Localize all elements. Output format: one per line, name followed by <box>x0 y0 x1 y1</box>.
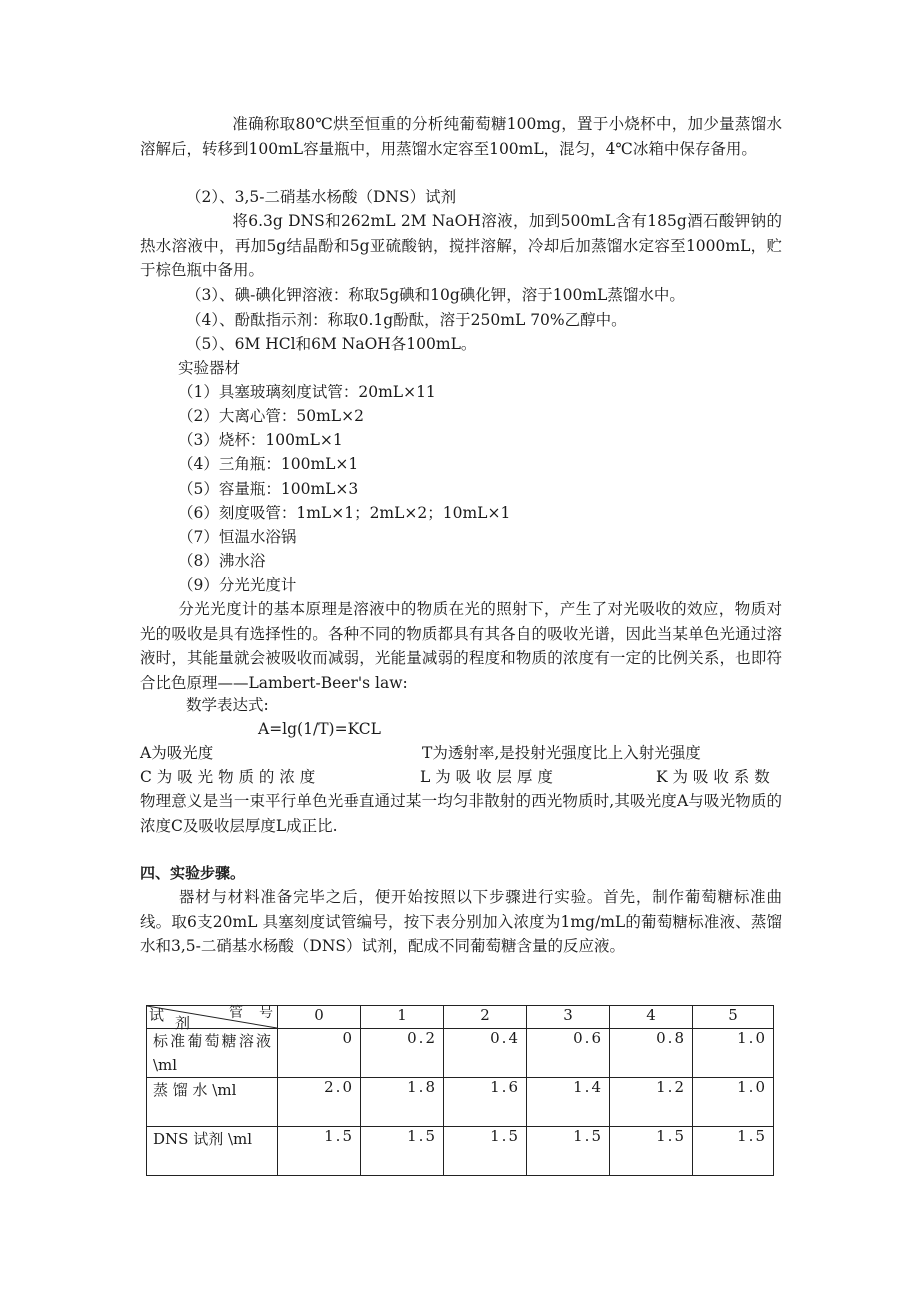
equipment-item: （9）分光光度计 <box>178 576 297 594</box>
paragraph-text: 器材与材料准备完毕之后，便开始按照以下步骤进行实验。首先，制作葡萄糖标准曲线。取6支20mL 具塞刻度试管编号，按下表分别加入浓度为1mg/mL的葡萄糖标准液、蒸馏水和3,5-二硝基水杨酸（DNS）试剂，配成不同葡萄糖含量的反应液。 <box>140 888 782 956</box>
table-cell: 1.8 <box>361 1078 444 1127</box>
header-tube: 管 <box>229 1005 243 1021</box>
equipment-item: （7）恒温水浴锅 <box>178 528 297 546</box>
definition-C: C 为 吸 光 物 质 的 浓 度 <box>140 768 316 786</box>
acid-base-item: （5）、6M HCl和6M NaOH各100mL。 <box>186 335 477 353</box>
dns-reagent-title: （2）、3,5-二硝基水杨酸（DNS）试剂 <box>186 188 457 206</box>
equipment-item: （5）容量瓶：100mL×3 <box>178 480 359 498</box>
diagonal-line <box>147 1006 277 1028</box>
table-cell: 0.2 <box>361 1029 444 1078</box>
glucose-standard-paragraph <box>140 112 782 161</box>
equipment-item: （6）刻度吸管：1mL×1；2mL×2；10mL×1 <box>178 504 511 522</box>
table-cell: 1.5 <box>444 1127 527 1176</box>
table-cell: 0.8 <box>610 1029 693 1078</box>
definition-T: T为透射率,是投射光强度比上入射光强度 <box>422 744 701 762</box>
formula-label: 数学表达式: <box>186 696 269 714</box>
table-cell: 0.6 <box>527 1029 610 1078</box>
reagent-table <box>146 1005 774 1176</box>
equipment-item: （8）沸水浴 <box>178 552 266 570</box>
dns-reagent-paragraph <box>140 209 782 283</box>
spectrophotometer-principle-paragraph <box>140 597 782 695</box>
header-reagent-b: 剂 <box>175 1014 191 1032</box>
table-cell: 1.5 <box>610 1127 693 1176</box>
table-cell: 2.0 <box>278 1078 361 1127</box>
table-cell: 1.4 <box>527 1078 610 1127</box>
equipment-title: 实验器材 <box>178 359 241 377</box>
row-label: 标准葡萄糖溶液\ml <box>147 1029 278 1078</box>
paragraph-text: 准确称取80℃烘至恒重的分析纯葡萄糖100mg，置于小烧杯中，加少量蒸馏水溶解后，转移到100mL容量瓶中，用蒸馏水定容至100mL，混匀，4℃冰箱中保存备用。 <box>140 115 782 158</box>
column-header: 1 <box>361 1006 444 1029</box>
steps-paragraph <box>140 885 782 959</box>
diagonal-header-cell <box>147 1005 278 1032</box>
paragraph-text: 将6.3g DNS和262mL 2M NaOH溶液，加到500mL含有185g酒石酸钾钠的热水溶液中，再加5g结晶酚和5g亚硫酸钠，搅拌溶解，冷却后加蒸馏水定容至1000mL，贮于棕色瓶中备用。 <box>140 212 782 280</box>
table-cell: 1.5 <box>693 1127 774 1176</box>
table-row <box>147 1078 774 1127</box>
equipment-item: （3）烧杯：100mL×1 <box>178 431 343 449</box>
table-cell: 1.5 <box>361 1127 444 1176</box>
table-cell: 1.2 <box>610 1078 693 1127</box>
table-row <box>147 1127 774 1176</box>
beer-lambert-formula: A=lg(1/T)=KCL <box>258 720 381 738</box>
column-header: 2 <box>444 1006 527 1029</box>
equipment-item: （4）三角瓶：100mL×1 <box>178 455 359 473</box>
equipment-item: （1）具塞玻璃刻度试管：20mL×11 <box>178 383 436 401</box>
header-number: 号 <box>259 1005 273 1021</box>
table-cell: 1.6 <box>444 1078 527 1127</box>
column-header: 4 <box>610 1006 693 1029</box>
definition-A: A为吸光度 <box>140 744 214 762</box>
column-header: 0 <box>278 1006 361 1029</box>
table-cell: 0.4 <box>444 1029 527 1078</box>
section-heading-steps: 四、实验步骤。 <box>140 864 246 882</box>
table-header-row <box>147 1006 774 1029</box>
table-cell: 1.5 <box>527 1127 610 1176</box>
definition-L: L 为 吸 收 层 厚 度 <box>420 768 553 786</box>
row-label: 蒸 馏 水 \ml <box>147 1078 278 1127</box>
header-reagent-a: 试 <box>149 1006 165 1024</box>
table-cell: 1.0 <box>693 1078 774 1127</box>
table-row <box>147 1029 774 1078</box>
physical-meaning-paragraph: 物理意义是当一束平行单色光垂直通过某一均匀非散射的西光物质时,其吸光度A与吸光物质的浓度C及吸收层厚度L成正比. <box>140 792 782 835</box>
table-cell: 1.5 <box>278 1127 361 1176</box>
paragraph-text: 分光光度计的基本原理是溶液中的物质在光的照射下，产生了对光吸收的效应，物质对光的吸收是具有选择性的。各种不同的物质都具有其各自的吸收光谱，因此当某单色光通过溶液时，其能量就会被吸收而减弱，光能量减弱的程度和物质的浓度有一定的比例关系，也即符合比色原理——Lambert-Beer's law: <box>140 600 782 692</box>
iodine-reagent-item: （3）、碘-碘化钾溶液：称取5g碘和10g碘化钾，溶于100mL蒸馏水中。 <box>186 286 685 304</box>
phenolphthalein-item: （4）、酚酞指示剂：称取0.1g酚酞，溶于250mL 70%乙醇中。 <box>186 311 627 329</box>
column-header: 5 <box>693 1006 774 1029</box>
table-cell: 0 <box>278 1029 361 1078</box>
definition-K: K 为 吸 收 系 数 <box>656 768 770 786</box>
row-label: DNS 试剂 \ml <box>147 1127 278 1176</box>
column-header: 3 <box>527 1006 610 1029</box>
table-cell: 1.0 <box>693 1029 774 1078</box>
equipment-item: （2）大离心管：50mL×2 <box>178 407 364 425</box>
